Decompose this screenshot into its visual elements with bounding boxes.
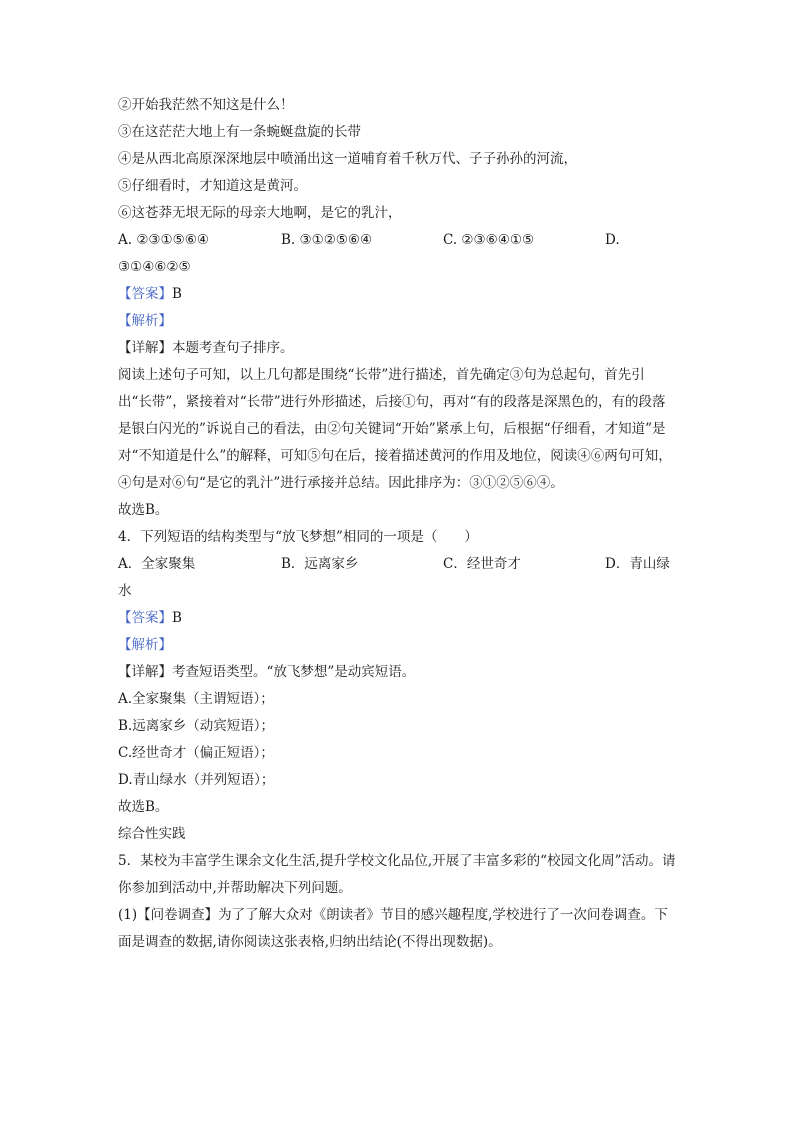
document-page [118, 92, 678, 956]
q4-options [118, 551, 678, 578]
q3-option-a: A. ②③①⑤⑥④ [118, 232, 209, 248]
q4-stem: 4．下列短语的结构类型与“放飞梦想”相同的一项是（ ） [118, 529, 478, 545]
q5-sub1: (1)【问卷调查】为了了解大众对《朗读者》节目的感兴趣程度,学校进行了一次问卷调查。下面是调查的数据,请你阅读这张表格,归纳出结论(不得出现数据)。 [118, 907, 668, 950]
q3-answer [118, 281, 678, 308]
q4-option-b: B．远离家乡 [281, 556, 359, 572]
sentence-4: ④是从西北高原深深地层中喷涌出这一道哺育着千秋万代、子子孙孙的河流， [118, 151, 577, 167]
q5-stem: 5．某校为丰富学生课余文化生活,提升学校文化品位,开展了丰富多彩的“校园文化周”活动。请你参加到活动中,并帮助解决下列问题。 [118, 853, 676, 896]
answer-tag: 【答案】 [118, 610, 172, 626]
q4-analysis-tag: 【解析】 [118, 637, 172, 653]
q4-item-a: A.全家聚集（主谓短语）； [118, 691, 274, 707]
q4-detail: 【详解】考查短语类型。“放飞梦想”是动宾短语。 [118, 664, 416, 680]
sentence-3: ③在这茫茫大地上有一条蜿蜒盘旋的长带 [118, 124, 361, 140]
q4-item-c: C.经世奇才（偏正短语）； [118, 745, 274, 761]
q3-detail: 【详解】本题考查句子排序。 [118, 340, 294, 356]
answer-value: B [172, 610, 182, 626]
q4-answer [118, 605, 678, 632]
q4-item-b: B.远离家乡（动宾短语）； [118, 718, 274, 734]
sentence-5: ⑤仔细看时，才知道这是黄河。 [118, 178, 307, 194]
q3-conclusion: 故选B。 [118, 502, 169, 518]
q4-conclusion: 故选B。 [118, 799, 169, 815]
answer-tag: 【答案】 [118, 286, 172, 302]
q3-explanation: 阅读上述句子可知，以上几句都是围绕“长带”进行描述，首先确定③句为总起句，首先引出“长带”，紧接着对“长带”进行外形描述，后接①句，再对“有的段落是深黑色的，有的段落是银白闪光的”诉说自己的看法，由②句关键词“开始”紧承上句，后根据“仔细看，才知道”是对“不知道是什么”的解释，可知⑤句在后，接着描述黄河的作用及地位，阅读④⑥两句可知，④句是对⑥句“是它的乳汁”进行承接并总结。因此排序为：③①②⑤⑥④。 [118, 367, 672, 491]
sentence-6: ⑥这苍莽无垠无际的母亲大地啊，是它的乳汁， [118, 205, 402, 221]
q3-option-d: D. [605, 232, 620, 248]
q4-item-d: D.青山绿水（并列短语）； [118, 772, 275, 788]
sentence-2: ②开始我茫然不知这是什么！ [118, 97, 294, 113]
q3-analysis-tag: 【解析】 [118, 313, 172, 329]
q4-option-d: D．青山绿 [605, 556, 670, 572]
q4-option-a: A．全家聚集 [118, 556, 196, 572]
answer-value: B [172, 286, 182, 302]
section-heading: 综合性实践 [118, 826, 186, 842]
q3-options [118, 227, 678, 254]
q3-option-b: B. ③①②⑤⑥④ [281, 232, 373, 248]
q4-option-c: C．经世奇才 [443, 556, 521, 572]
q3-option-d-cont: ③①④⑥②⑤ [118, 259, 191, 275]
q3-option-c: C. ②③⑥④①⑤ [443, 232, 535, 248]
q4-option-d-cont: 水 [118, 583, 132, 599]
